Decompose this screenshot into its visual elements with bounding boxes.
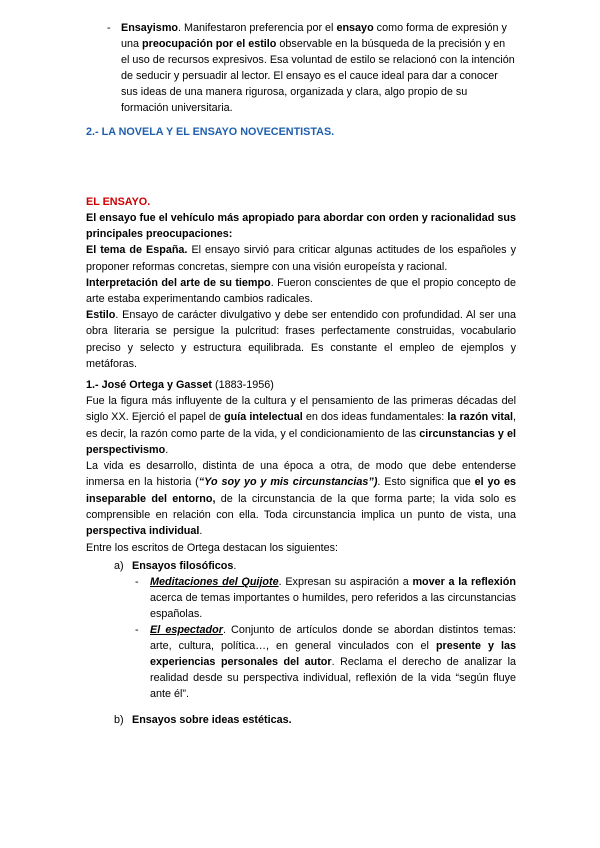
list-a-item-1 — [150, 574, 516, 622]
list-a-heading — [132, 558, 512, 574]
ortega-circunstancias: circunstancias y el perspectivismo — [86, 427, 516, 456]
ortega-heading — [86, 377, 516, 393]
ensayismo-text-3: observable en la búsqueda de la precisión y en el uso de recursos expresivos. Esa voluntad de estilo se relacionó con la intención de seducir y persuadir al lector. El ensayo es el cauce ideal para dar a conocer sus ideas de una manera rigurosa, organizada y clara, algo propio de su formación universitaria. — [121, 38, 515, 114]
ortega-yo-inseparable: el yo es inseparable del entorno, — [86, 476, 516, 505]
meditaciones-title: Meditaciones del Quijote — [150, 576, 279, 588]
ensayismo-paragraph — [121, 20, 516, 116]
ortega-p2-b: . Esto significa que — [377, 476, 475, 489]
ortega-p2-c: de la circunstancia de la que forma parte; la vida solo es comprensible en relación con ella. Toda circunstancia implica un punto de vista, una — [86, 492, 516, 522]
bullet-dash: - — [107, 22, 111, 34]
ensayismo-term: Ensayismo — [121, 22, 179, 34]
interpretacion-text: . Fueron conscientes de que el propio concepto de arte estaba experimentando cambios radicales. — [86, 276, 516, 306]
ortega-razon-vital: la razón vital — [447, 411, 513, 424]
meditaciones-text-1: . Expresan su aspiración a — [278, 576, 413, 588]
meditaciones-bold: mover a la reflexión — [412, 576, 517, 588]
ensayismo-text-1: . Manifestaron preferencia por el — [178, 22, 337, 34]
ortega-body — [86, 393, 516, 556]
ortega-p1-a: Fue la figura más influyente de la cultura y el pensamiento de las primeras décadas del siglo XX. Ejerció el papel de — [86, 395, 516, 424]
ensayismo-text-2: como forma de expresión y una — [121, 22, 507, 50]
bullet-dash: - — [135, 576, 139, 588]
ortega-years: (1883-1956) — [212, 379, 274, 391]
estilo-label: Estilo — [86, 309, 116, 322]
tema-label: El tema de España. — [86, 244, 188, 257]
espectador-bold: presente y las experiencias personales del autor — [150, 640, 516, 668]
list-b-heading: Ensayos sobre ideas estéticas. — [132, 714, 292, 726]
ortega-perspectiva: perspectiva individual — [86, 525, 200, 538]
list-a-item-2 — [150, 622, 516, 702]
ortega-name: 1.- José Ortega y Gasset — [86, 379, 213, 391]
list-b-marker: b) — [114, 714, 124, 726]
espectador-text-2: . Reclama el derecho de analizar la realidad desde su perspectiva individual, reflexión de la vida “según fluye ante él”. — [150, 656, 516, 700]
list-a-label: Ensayos filosóficos — [132, 560, 234, 572]
ortega-p2-d: . — [199, 525, 203, 538]
list-a-marker: a) — [114, 560, 124, 572]
estilo-text: . Ensayo de carácter divulgativo y debe ser entendido con profundidad. Al ser una obra literaria se persigue la pulcritud: frases perfectamente construidas, vocabulario preciso y selecto y estructura equilibrada. Es constante el empleo de ejemplos y metáforas. — [86, 309, 516, 370]
bullet-dash: - — [135, 624, 139, 636]
ortega-p1-e: . — [165, 443, 169, 456]
ensayo-body — [86, 210, 516, 372]
espectador-text-1: . Conjunto de artículos donde se abordan distintos temas: arte, cultura, política…, en general vinculados con el — [150, 624, 517, 652]
list-a-tail: . — [233, 560, 237, 572]
interpretacion-label: Interpretación del arte de su tiempo — [86, 276, 271, 289]
ortega-p3: Entre los escritos de Ortega destacan los siguientes: — [86, 541, 339, 554]
espectador-title: El espectador — [150, 624, 223, 636]
ortega-guia-intelectual: guía intelectual — [224, 411, 303, 424]
ortega-quote: “Yo soy yo y mis circunstancias”) — [198, 476, 378, 489]
ensayismo-bold-1: ensayo — [336, 22, 374, 34]
tema-text: El ensayo sirvió para criticar algunas actitudes de los españoles y proponer reformas concretas, siempre con una visión europeísta y racional. — [86, 244, 516, 273]
meditaciones-text-2: acerca de temas importantes o humildes, pero referidos a las circunstancias españolas. — [150, 592, 516, 620]
ortega-p1-c: en dos ideas fundamentales: — [302, 411, 448, 424]
ortega-p2-a: La vida es desarrollo, distinta de una época a otra, de modo que debe entenderse inmersa en la historia ( — [86, 460, 516, 489]
ortega-p1-d: , es decir, la razón como parte de la vida, y el condicionamiento de las — [86, 411, 516, 440]
ensayismo-bold-2: preocupación por el estilo — [142, 38, 277, 50]
ensayo-heading: EL ENSAYO. — [86, 196, 151, 208]
section-2-heading: 2.- LA NOVELA Y EL ENSAYO NOVECENTISTAS. — [86, 126, 335, 138]
ensayo-intro: El ensayo fue el vehículo más apropiado para abordar con orden y racionalidad sus principales preocupaciones: — [86, 212, 516, 241]
